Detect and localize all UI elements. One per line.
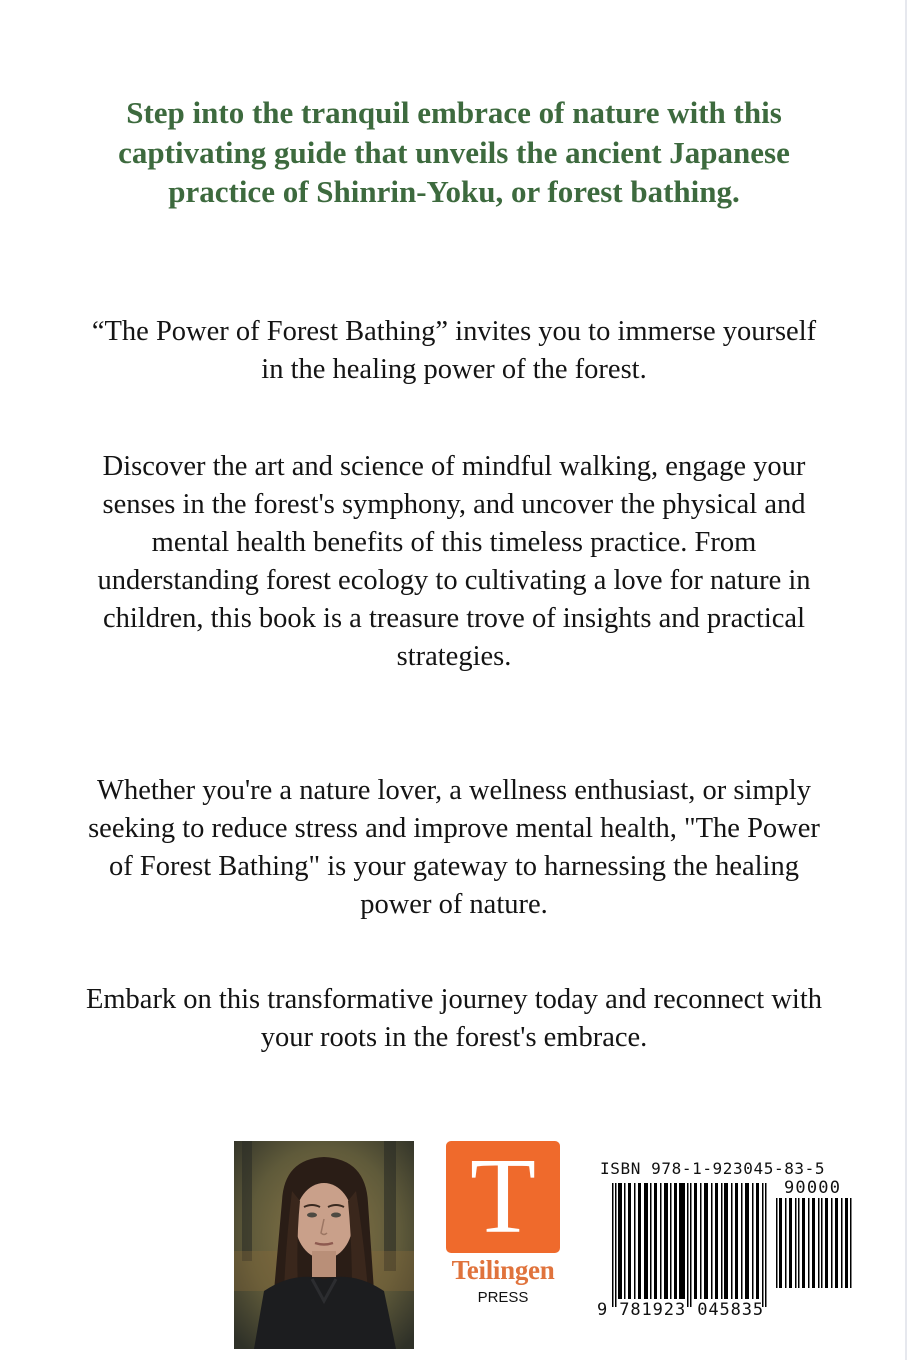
blurb-paragraph-3: Whether you're a nature lover, a wellness enthusiast, or simply seeking to reduce stress and improve mental health, "The Power of Forest Bathing" is your gateway to harnessing the healing power of nature.: [88, 775, 820, 921]
blurb-paragraph-1: “The Power of Forest Bathing” invites you to immerse yourself in the healing power of the forest.: [91, 316, 817, 386]
blurb-paragraph-4: Embark on this transformative journey today and reconnect with your roots in the forest's embrace.: [85, 984, 823, 1054]
isbn-label: ISBN 978-1-923045-83-5: [600, 1159, 826, 1178]
blurb-paragraph-2: Discover the art and science of mindful walking, engage your senses in the forest's symphony, and uncover the physical and mental health benefits of this timeless practice. From understanding forest ecology to cultivating a love for nature in children, this book is a treasure trove of insights and practical strategies.: [97, 451, 811, 673]
addon-barcode: [776, 1198, 852, 1288]
publisher-logo: T: [446, 1141, 560, 1253]
author-photo: [234, 1141, 414, 1349]
publisher-subtitle: PRESS: [477, 1289, 529, 1306]
barcode-addon-digits: 90000: [784, 1178, 842, 1198]
intro-blurb: Step into the tranquil embrace of nature with this captivating guide that unveils the ancient Japanese practice of Shinrin-Yoku, or forest bathing.: [118, 95, 790, 209]
ean-digits: 9 781923 045835: [597, 1300, 765, 1320]
publisher-name: Teilingen: [451, 1255, 555, 1285]
ean-barcode: [612, 1183, 774, 1307]
